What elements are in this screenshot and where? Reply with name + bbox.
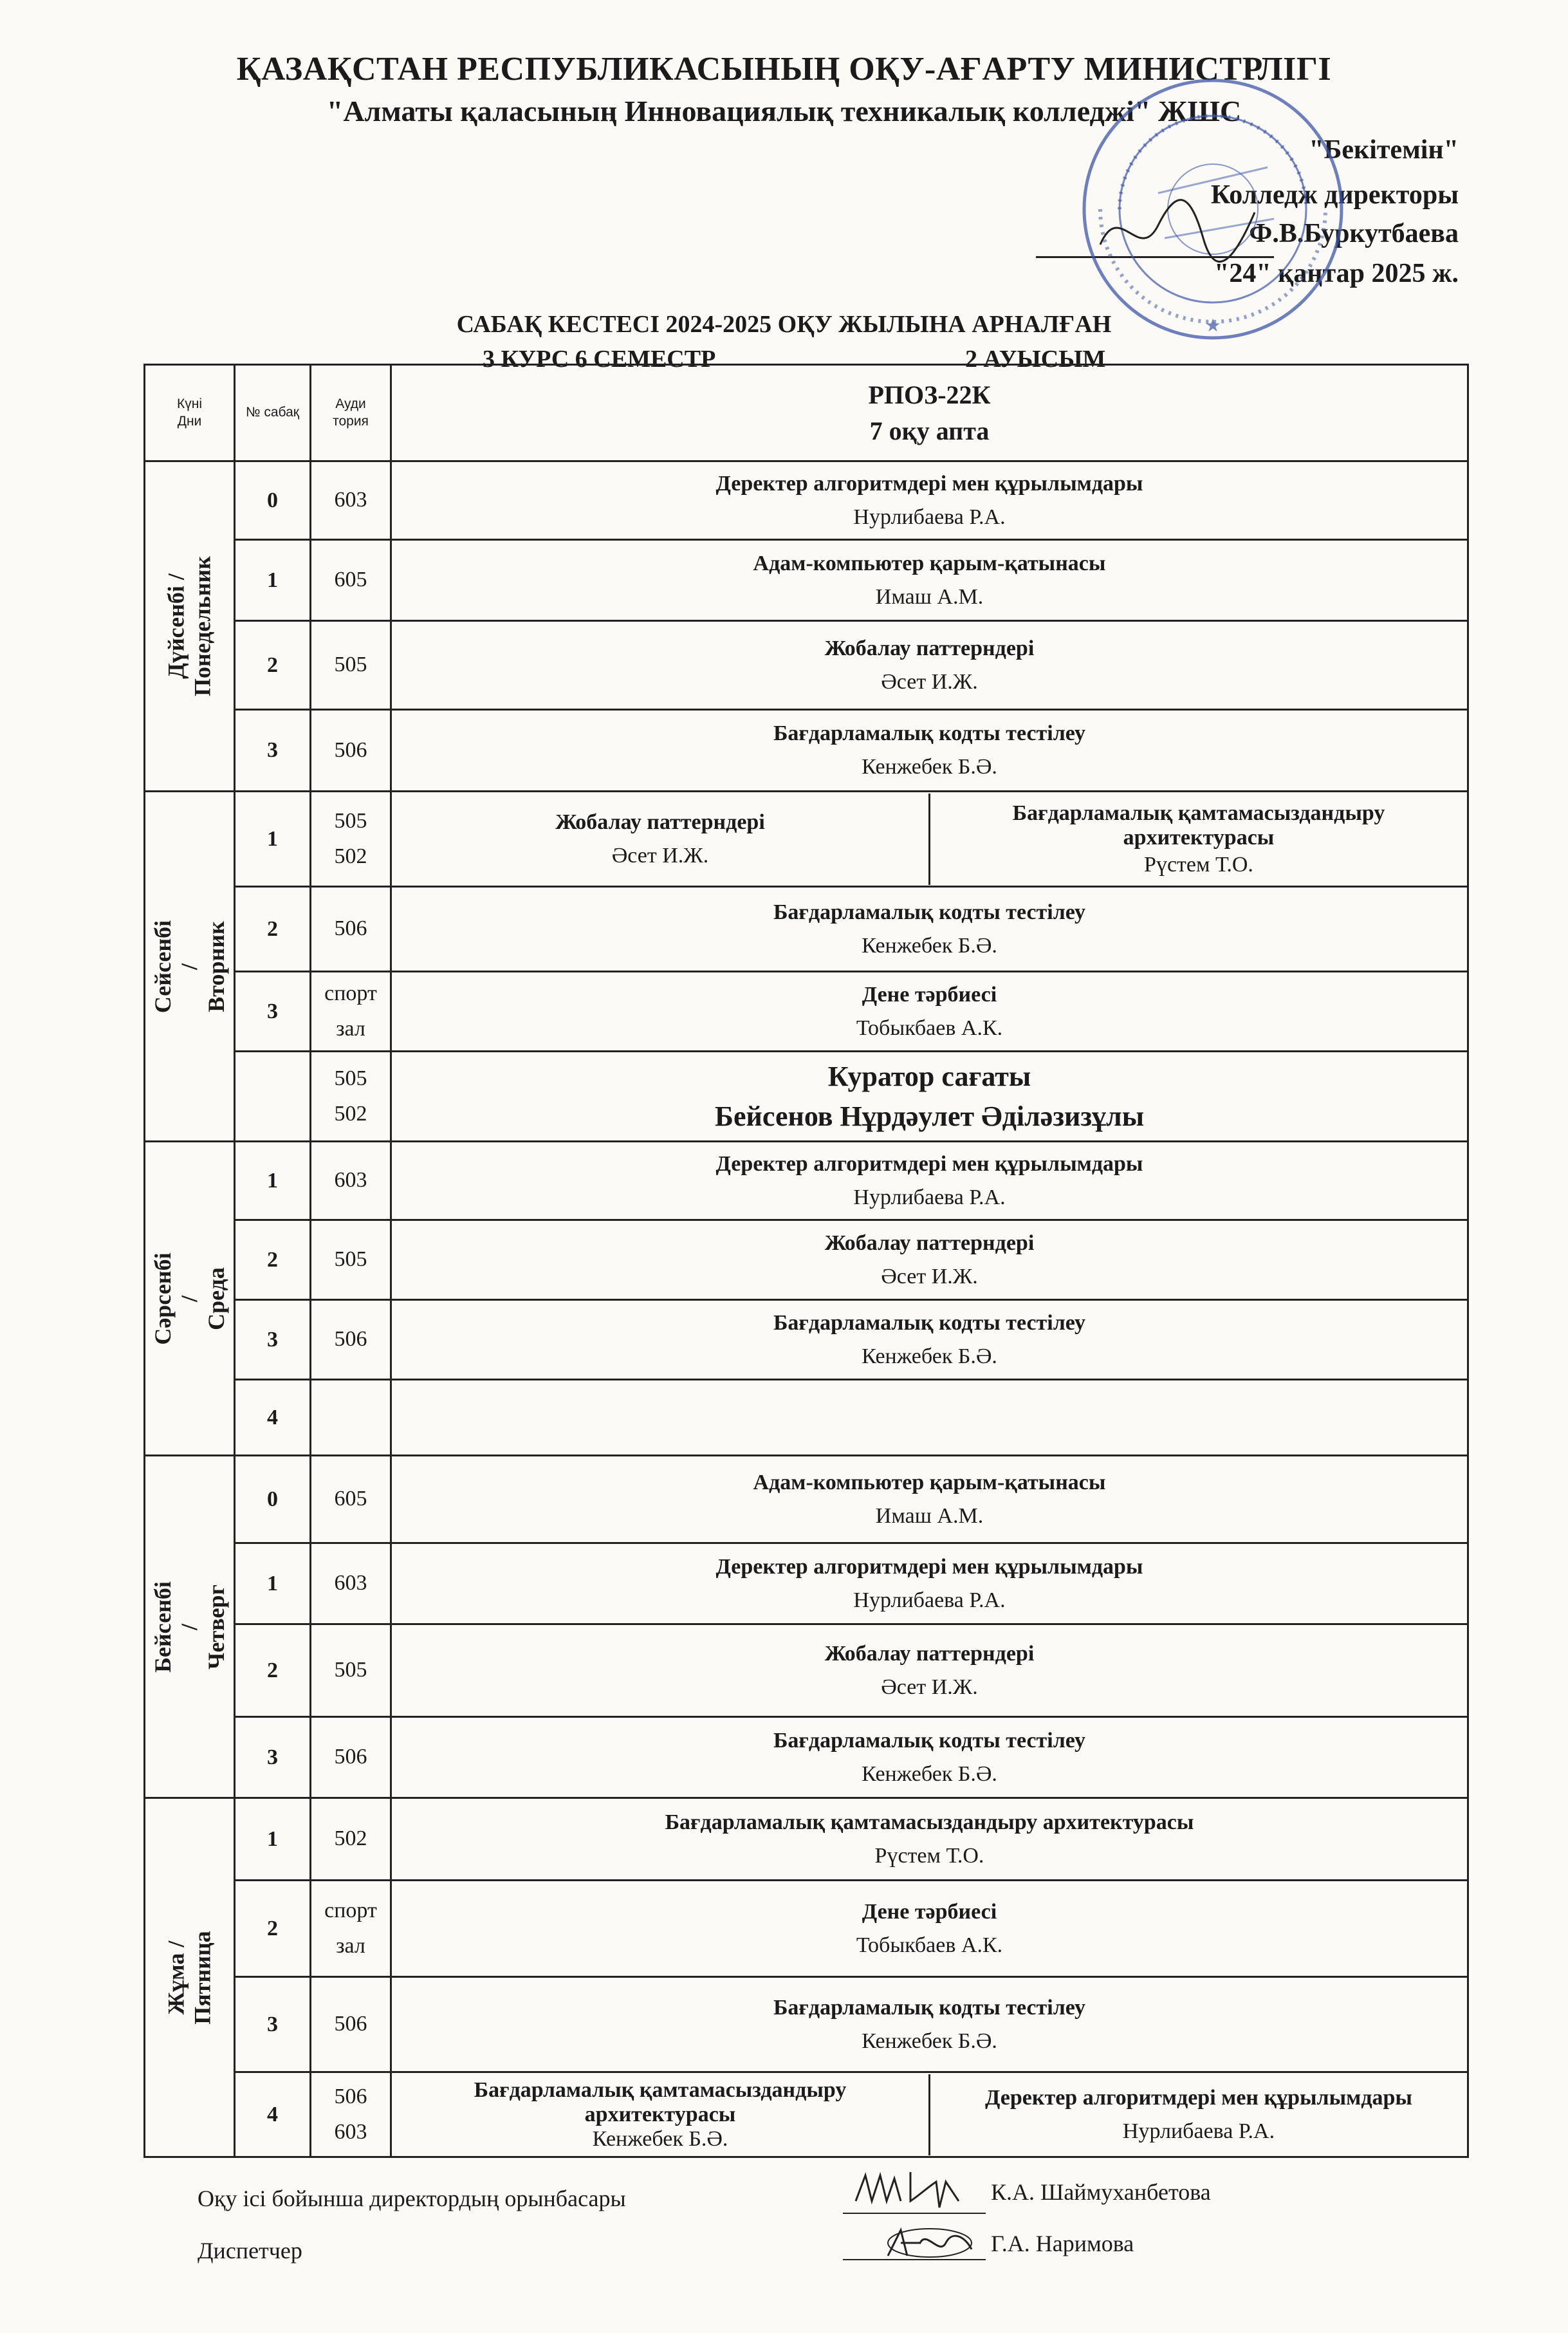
subject: Бағдарламалық қамтамасыздандыру архитектурасы <box>665 1810 1194 1834</box>
table-row <box>145 1881 1468 1977</box>
subgroup-1 <box>392 2074 928 2155</box>
room-pair <box>311 792 391 887</box>
table-row <box>145 1543 1468 1624</box>
lesson-cell <box>391 1543 1468 1624</box>
teacher: Әсет И.Ж. <box>611 843 709 868</box>
subject: Бағдарламалық қамтамасыздандыру архитектурасы <box>1012 801 1385 850</box>
teacher: Рүстем Т.О. <box>1144 852 1253 877</box>
subject: Жобалау паттерндері <box>824 1231 1035 1255</box>
subject: Бағдарламалық кодты тестілеу <box>773 1728 1086 1752</box>
lesson-number: 0 <box>235 1456 311 1543</box>
dispatcher-title: Диспетчер <box>198 2238 302 2263</box>
table-row <box>145 1717 1468 1798</box>
room: 603 <box>311 461 391 540</box>
schedule-table <box>143 364 1469 2158</box>
room: 506 <box>311 1717 391 1798</box>
lesson-number: 2 <box>235 887 311 972</box>
subject: Бағдарламалық кодты тестілеу <box>773 1310 1086 1335</box>
teacher: Кенжебек Б.Ә. <box>862 1761 997 1786</box>
room: 506 <box>311 887 391 972</box>
group-name: РПОЗ-22К <box>868 380 991 409</box>
room: 505 <box>311 1220 391 1300</box>
lesson-cell <box>391 461 1468 540</box>
subgroup-2 <box>928 2074 1467 2155</box>
lesson-number: 2 <box>235 1220 311 1300</box>
day-label: Сейсенбі / Вторник <box>149 920 229 1013</box>
table-row <box>145 1380 1468 1456</box>
day-label: Дүйсенбі / Понедельник <box>163 556 216 696</box>
lesson-cell <box>391 621 1468 710</box>
lesson-cell <box>391 972 1468 1052</box>
director-signature <box>1094 187 1261 270</box>
room: 603 <box>334 2119 367 2144</box>
teacher: Әсет И.Ж. <box>881 1264 978 1288</box>
room: 506 <box>311 710 391 792</box>
subject: Бағдарламалық кодты тестілеу <box>773 900 1086 924</box>
lesson-cell <box>391 887 1468 972</box>
subject: Деректер алгоритмдері мен құрылымдары <box>715 471 1143 496</box>
room: 505 <box>311 621 391 710</box>
teacher: Имаш А.М. <box>875 1503 984 1528</box>
table-header-row <box>145 365 1468 461</box>
lesson-cell <box>391 1456 1468 1543</box>
room: 603 <box>311 1142 391 1220</box>
lesson-number: 4 <box>235 1380 311 1456</box>
teacher: Нурлибаева Р.А. <box>853 505 1006 529</box>
table-row <box>145 2072 1468 2157</box>
lesson-number: 3 <box>235 1977 311 2072</box>
lesson-cell <box>391 710 1468 792</box>
lesson-cell <box>391 540 1468 621</box>
col-day-header: Күні Дни <box>145 365 235 461</box>
lesson-number: 4 <box>235 2072 311 2157</box>
deputy-title: Оқу ісі бойынша директордың орынбасары <box>198 2186 626 2211</box>
teacher: Тобыкбаев А.К. <box>856 1016 1003 1040</box>
table-row <box>145 710 1468 792</box>
subgroup-2 <box>928 794 1467 885</box>
subgroup-1 <box>392 794 928 885</box>
lesson-number: 1 <box>235 792 311 887</box>
day-monday <box>145 461 235 792</box>
lesson-cell <box>391 1881 1468 1977</box>
lesson-number: 1 <box>235 540 311 621</box>
lesson-number: 1 <box>235 1798 311 1881</box>
room: 502 <box>311 1798 391 1881</box>
day-tuesday <box>145 792 235 1142</box>
group-header <box>391 365 1468 461</box>
dispatcher-name: Г.А. Наримова <box>991 2231 1134 2256</box>
lesson-cell-split <box>391 792 1468 887</box>
lesson-number: 2 <box>235 621 311 710</box>
subject: Бағдарламалық қамтамасыздандыру архитектурасы <box>474 2077 847 2126</box>
curator-teacher: Бейсенов Нұрдәулет Әділәзизұлы <box>714 1100 1145 1132</box>
subject: Бағдарламалық кодты тестілеу <box>773 721 1086 745</box>
table-row <box>145 1142 1468 1220</box>
subject: Деректер алгоритмдері мен құрылымдары <box>985 2085 1412 2110</box>
dispatcher-signature <box>881 2224 978 2262</box>
day-wednesday <box>145 1142 235 1456</box>
subject: Адам-компьютер қарым-қатынасы <box>753 1470 1106 1494</box>
lesson-cell <box>391 1300 1468 1380</box>
subject: Жобалау паттерндері <box>824 1641 1035 1666</box>
approve-date: "24" қаңтар 2025 ж. <box>1214 259 1459 288</box>
teacher: Кенжебек Б.Ә. <box>862 2029 997 2053</box>
room: 605 <box>311 540 391 621</box>
day-thursday <box>145 1456 235 1798</box>
table-row <box>145 461 1468 540</box>
table-row <box>145 621 1468 710</box>
lesson-cell <box>391 1977 1468 2072</box>
table-row <box>145 972 1468 1052</box>
table-row <box>145 540 1468 621</box>
day-label: Жұма / Пятница <box>163 1930 216 2025</box>
table-row <box>145 1052 1468 1142</box>
teacher: Нурлибаева Р.А. <box>1122 2119 1275 2143</box>
lesson-number <box>235 1052 311 1142</box>
table-row <box>145 1798 1468 1881</box>
lesson-number: 3 <box>235 710 311 792</box>
teacher: Әсет И.Ж. <box>881 1675 978 1699</box>
lesson-number: 2 <box>235 1881 311 1977</box>
teacher: Нурлибаева Р.А. <box>853 1588 1006 1612</box>
day-label: Бейсенбі / Четверг <box>149 1581 229 1673</box>
teacher: Кенжебек Б.Ә. <box>862 1344 997 1368</box>
lesson-number: 2 <box>235 1624 311 1717</box>
table-row <box>145 792 1468 887</box>
lesson-cell <box>391 1717 1468 1798</box>
room-pair <box>311 1052 391 1142</box>
teacher: Кенжебек Б.Ә. <box>862 755 997 779</box>
lesson-cell <box>391 1220 1468 1300</box>
col-lesson-number-header: № сабақ <box>235 365 311 461</box>
room: 506 <box>334 2085 367 2109</box>
approve-label: "Бекітемін" <box>1309 135 1459 165</box>
lesson-cell-empty <box>391 1380 1468 1456</box>
table-row <box>145 1300 1468 1380</box>
ministry-heading: ҚАЗАҚСТАН РЕСПУБЛИКАСЫНЫҢ ОҚУ-АҒАРТУ МИНИСТРЛІГІ <box>236 51 1332 88</box>
teacher: Рүстем Т.О. <box>874 1843 984 1868</box>
table-row <box>145 1624 1468 1717</box>
teacher: Әсет И.Ж. <box>881 669 978 694</box>
lesson-number: 3 <box>235 1717 311 1798</box>
lesson-cell <box>391 1798 1468 1881</box>
lesson-number: 3 <box>235 972 311 1052</box>
room: спорт зал <box>311 972 391 1052</box>
table-row <box>145 887 1468 972</box>
room: 505 <box>334 1066 367 1091</box>
lesson-number: 3 <box>235 1300 311 1380</box>
subject: Деректер алгоритмдері мен құрылымдары <box>715 1554 1143 1579</box>
lesson-number: 1 <box>235 1543 311 1624</box>
room: 502 <box>334 1101 367 1126</box>
shift-label: 2 АУЫСЫМ <box>965 346 1106 373</box>
table-row <box>145 1977 1468 2072</box>
room: 505 <box>334 809 367 833</box>
subject: Бағдарламалық кодты тестілеу <box>773 1995 1086 2020</box>
subject: Жобалау паттерндері <box>555 810 765 834</box>
room-pair <box>311 2072 391 2157</box>
room: 506 <box>311 1300 391 1380</box>
room: 505 <box>311 1624 391 1717</box>
room <box>311 1380 391 1456</box>
lesson-cell <box>391 1142 1468 1220</box>
room: 506 <box>311 1977 391 2072</box>
lesson-number: 1 <box>235 1142 311 1220</box>
table-row <box>145 1456 1468 1543</box>
lesson-number: 0 <box>235 461 311 540</box>
approve-director-name: Ф.В.Буркутбаева <box>1249 219 1459 248</box>
day-label: Сәрсенбі / Среда <box>149 1252 229 1345</box>
lesson-cell-split <box>391 2072 1468 2157</box>
approve-position: Колледж директоры <box>1210 180 1459 210</box>
room: 605 <box>311 1456 391 1543</box>
teacher: Кенжебек Б.Ә. <box>592 2126 728 2151</box>
deputy-signature <box>849 2162 997 2214</box>
curator-cell <box>391 1052 1468 1142</box>
room: 603 <box>311 1543 391 1624</box>
svg-text:★: ★ <box>1204 316 1221 336</box>
teacher: Кенжебек Б.Ә. <box>862 933 997 958</box>
subject: Дене тәрбиесі <box>862 1899 997 1924</box>
subject: Деректер алгоритмдері мен құрылымдары <box>715 1151 1143 1176</box>
lesson-cell <box>391 1624 1468 1717</box>
room: 502 <box>334 844 367 868</box>
college-name: "Алматы қаласының Инновациялық техникалық колледжі" ЖШС <box>326 95 1242 127</box>
teacher: Тобыкбаев А.К. <box>856 1933 1003 1957</box>
subject: Адам-компьютер қарым-қатынасы <box>753 551 1106 575</box>
subject: Дене тәрбиесі <box>862 982 997 1007</box>
curator-hour: Куратор сағаты <box>827 1060 1031 1092</box>
col-room-header: Ауди тория <box>311 365 391 461</box>
schedule-title: САБАҚ КЕСТЕСІ 2024-2025 ОҚУ ЖЫЛЫНА АРНАЛҒАН <box>456 311 1112 338</box>
room: спорт зал <box>311 1881 391 1977</box>
study-week: 7 оқу апта <box>869 416 990 445</box>
table-row <box>145 1220 1468 1300</box>
subject: Жобалау паттерндері <box>824 636 1035 660</box>
teacher: Нурлибаева Р.А. <box>853 1185 1006 1209</box>
day-friday <box>145 1798 235 2157</box>
course-semester: 3 КУРС 6 СЕМЕСТР <box>483 346 716 373</box>
deputy-name: К.А. Шаймуханбетова <box>991 2179 1211 2205</box>
teacher: Имаш А.М. <box>875 584 984 609</box>
